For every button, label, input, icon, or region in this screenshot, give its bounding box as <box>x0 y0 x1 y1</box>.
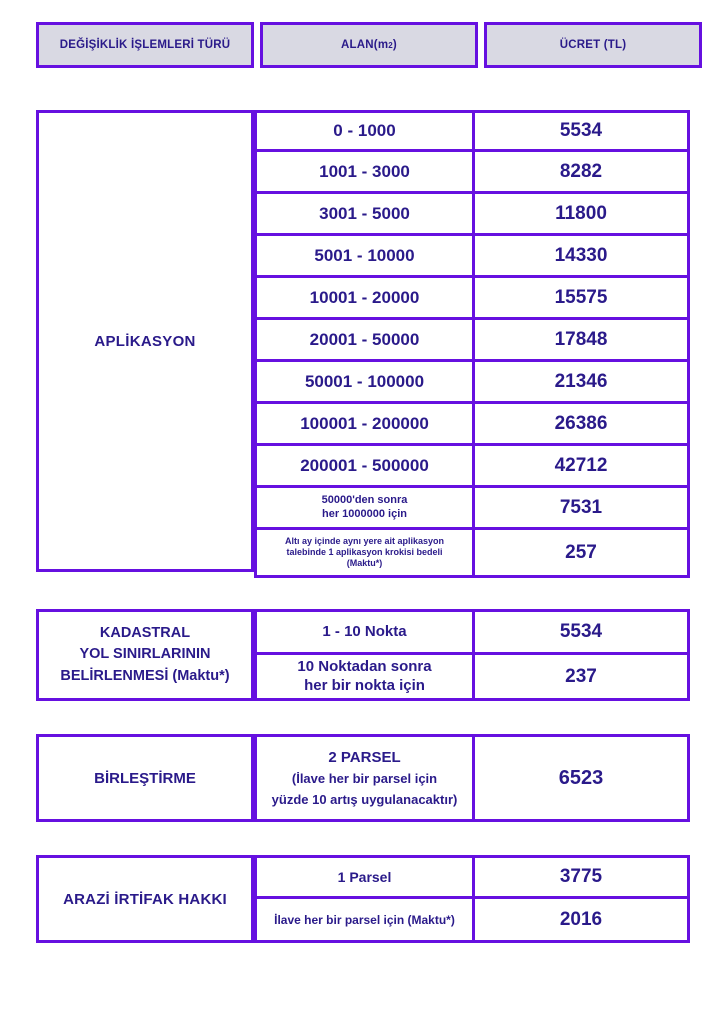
section-birlestirme <box>36 734 690 822</box>
fee-column-aplikasyon <box>472 110 690 572</box>
area-cell-note <box>254 734 472 822</box>
area-column-aplikasyon <box>254 110 472 572</box>
area-cell: 1001 - 3000 <box>254 152 472 194</box>
area-cell: 5001 - 10000 <box>254 236 472 278</box>
fee-cell: 42712 <box>472 446 690 488</box>
header-area-label: ALAN(m <box>341 39 389 51</box>
fee-cell: 11800 <box>472 194 690 236</box>
area-cell-note <box>254 655 472 701</box>
area-cell: 0 - 1000 <box>254 110 472 152</box>
fee-cell: 8282 <box>472 152 690 194</box>
fee-cell: 7531 <box>472 488 690 530</box>
header-cell-type: DEĞİŞİKLİK İŞLEMLERİ TÜRÜ <box>36 22 254 68</box>
fee-cell: 3775 <box>472 855 690 899</box>
fee-cell: 26386 <box>472 404 690 446</box>
fee-cell: 17848 <box>472 320 690 362</box>
section-label-line2: YOL SINIRLARININ <box>79 646 211 663</box>
area-column-arazi <box>254 855 472 943</box>
section-label-arazi: ARAZİ İRTİFAK HAKKI <box>36 855 254 943</box>
fee-column-kadastral <box>472 609 690 701</box>
section-label-aplikasyon: APLİKASYON <box>36 110 254 572</box>
area-column-birlestirme <box>254 734 472 822</box>
area-note-line1: 10 Noktadan sonra <box>297 657 432 675</box>
area-note-line1: 50000'den sonra <box>321 493 408 506</box>
header-cell-area <box>260 22 478 68</box>
fee-column-birlestirme <box>472 734 690 822</box>
section-arazi-irtifak-hakki <box>36 855 690 943</box>
section-label-line1: KADASTRAL <box>99 625 191 642</box>
area-cell-note <box>254 530 472 578</box>
header-area-paren: ) <box>392 39 397 51</box>
fee-cell: 237 <box>472 655 690 701</box>
area-cell: 50001 - 100000 <box>254 362 472 404</box>
section-aplikasyon <box>36 110 690 572</box>
fee-cell: 2016 <box>472 899 690 943</box>
area-note-line2: her 1000000 için <box>321 507 407 520</box>
area-cell: 3001 - 5000 <box>254 194 472 236</box>
area-note-line2: her bir nokta için <box>304 676 425 694</box>
fee-cell: 21346 <box>472 362 690 404</box>
area-column-kadastral <box>254 609 472 701</box>
area-cell-note <box>254 488 472 530</box>
section-label-line3: BELİRLENMESİ (Maktu*) <box>60 667 230 684</box>
area-note-line2: (İlave her bir parsel için <box>291 771 438 787</box>
section-label-birlestirme: BİRLEŞTİRME <box>36 734 254 822</box>
fee-cell: 5534 <box>472 110 690 152</box>
table-header-row <box>36 22 702 68</box>
section-label-kadastral-yol <box>36 609 254 701</box>
fee-cell: 6523 <box>472 734 690 822</box>
header-cell-fee: ÜCRET (TL) <box>484 22 702 68</box>
area-cell: 100001 - 200000 <box>254 404 472 446</box>
area-cell: 200001 - 500000 <box>254 446 472 488</box>
area-cell: İlave her bir parsel için (Maktu*) <box>254 899 472 943</box>
fee-cell: 5534 <box>472 609 690 655</box>
fee-cell: 15575 <box>472 278 690 320</box>
area-note-line3: (Maktu*) <box>346 558 383 569</box>
fee-cell: 14330 <box>472 236 690 278</box>
area-cell: 1 - 10 Nokta <box>254 609 472 655</box>
area-note-line3: yüzde 10 artış uygulanacaktır) <box>271 791 458 807</box>
fee-column-arazi <box>472 855 690 943</box>
area-cell: 20001 - 50000 <box>254 320 472 362</box>
area-note-line2: talebinde 1 aplikasyon krokisi bedeli <box>286 546 443 557</box>
header-area-superscript: 2 <box>388 40 393 50</box>
fee-cell: 257 <box>472 530 690 578</box>
section-kadastral-yol <box>36 609 690 701</box>
area-cell: 10001 - 20000 <box>254 278 472 320</box>
area-note-line1: 2 PARSEL <box>328 749 401 767</box>
area-cell: 1 Parsel <box>254 855 472 899</box>
area-note-line1: Altı ay içinde aynı yere ait aplikasyon <box>284 535 445 546</box>
